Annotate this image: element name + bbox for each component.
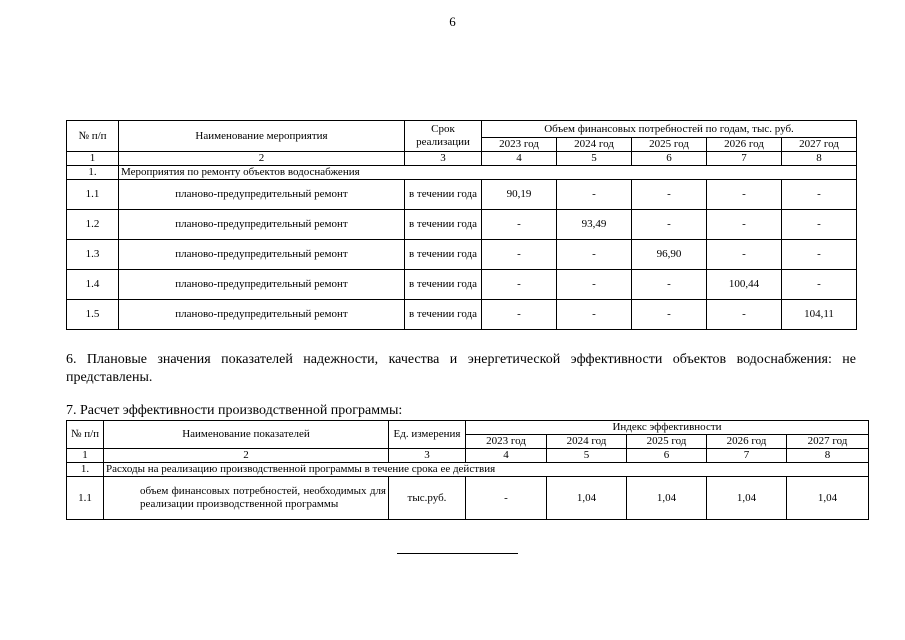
- row-value: -: [557, 240, 632, 270]
- row-name: объем финансовых потребностей, необходимых для реализации производственной программы: [104, 477, 389, 520]
- row-value: 1,04: [627, 477, 707, 520]
- col-number: 2: [104, 449, 389, 463]
- row-name: планово-предупредительный ремонт: [119, 240, 405, 270]
- row-term: в течении года: [405, 270, 482, 300]
- header-year: 2026 год: [707, 138, 782, 152]
- col-number: 7: [707, 152, 782, 166]
- row-name: планово-предупредительный ремонт: [119, 210, 405, 240]
- header-year: 2024 год: [557, 138, 632, 152]
- row-value: -: [632, 270, 707, 300]
- column-number-row: [67, 449, 869, 463]
- col-number: 3: [405, 152, 482, 166]
- header-year: 2026 год: [707, 435, 787, 449]
- table-row: [67, 180, 857, 210]
- table-row: [67, 300, 857, 330]
- row-unit: тыс.руб.: [389, 477, 466, 520]
- col-number: 5: [557, 152, 632, 166]
- section-title: Расходы на реализацию производственной программы в течение срока ее действия: [104, 463, 869, 477]
- header-year: 2025 год: [627, 435, 707, 449]
- header-year: 2023 год: [482, 138, 557, 152]
- table-row: [67, 210, 857, 240]
- header-name: Наименование мероприятия: [119, 121, 405, 152]
- row-num: 1.1: [67, 477, 104, 520]
- row-value: 100,44: [707, 270, 782, 300]
- header-num: № п/п: [67, 421, 104, 449]
- row-value: -: [557, 300, 632, 330]
- footer-divider: [397, 553, 518, 554]
- header-index: Индекс эффективности: [466, 421, 869, 435]
- row-value: -: [782, 270, 857, 300]
- row-value: -: [482, 300, 557, 330]
- row-value: -: [557, 180, 632, 210]
- row-value: -: [466, 477, 547, 520]
- col-number: 4: [466, 449, 547, 463]
- efficiency-index-table: [66, 420, 869, 520]
- section-title: Мероприятия по ремонту объектов водоснабжения: [119, 166, 857, 180]
- table-row: [67, 477, 869, 520]
- row-num: 1.1: [67, 180, 119, 210]
- financial-needs-table: [66, 120, 857, 330]
- header-year: 2027 год: [782, 138, 857, 152]
- row-value: 1,04: [787, 477, 869, 520]
- header-year: 2023 год: [466, 435, 547, 449]
- row-value: -: [782, 180, 857, 210]
- col-number: 8: [787, 449, 869, 463]
- section-7-heading: 7. Расчет эффективности производственной программы:: [66, 403, 403, 418]
- col-number: 4: [482, 152, 557, 166]
- header-year: 2025 год: [632, 138, 707, 152]
- row-value: 1,04: [547, 477, 627, 520]
- row-num: 1.4: [67, 270, 119, 300]
- header-year: 2024 год: [547, 435, 627, 449]
- row-value: -: [632, 210, 707, 240]
- row-value: -: [782, 210, 857, 240]
- row-value: -: [782, 240, 857, 270]
- col-number: 5: [547, 449, 627, 463]
- row-value: -: [557, 270, 632, 300]
- section-6-paragraph: 6. Плановые значения показателей надежности, качества и энергетической эффективности объектов водоснабжения: не представлены.: [66, 352, 856, 385]
- table-row: [67, 240, 857, 270]
- col-number: 2: [119, 152, 405, 166]
- row-name: планово-предупредительный ремонт: [119, 270, 405, 300]
- row-term: в течении года: [405, 210, 482, 240]
- row-term: в течении года: [405, 180, 482, 210]
- page-number: 6: [449, 14, 456, 29]
- row-name: планово-предупредительный ремонт: [119, 180, 405, 210]
- column-number-row: [67, 152, 857, 166]
- row-name: планово-предупредительный ремонт: [119, 300, 405, 330]
- col-number: 1: [67, 152, 119, 166]
- row-term: в течении года: [405, 300, 482, 330]
- row-value: -: [707, 210, 782, 240]
- col-number: 7: [707, 449, 787, 463]
- row-value: -: [707, 240, 782, 270]
- header-term: Срок реализации: [405, 121, 482, 152]
- section-num: 1.: [67, 463, 104, 477]
- col-number: 8: [782, 152, 857, 166]
- header-num: № п/п: [67, 121, 119, 152]
- section-row: [67, 166, 857, 180]
- header-volume: Объем финансовых потребностей по годам, тыс. руб.: [482, 121, 857, 138]
- row-value: -: [482, 210, 557, 240]
- row-value: 96,90: [632, 240, 707, 270]
- section-row: [67, 463, 869, 477]
- table-row: [67, 270, 857, 300]
- header-year: 2027 год: [787, 435, 869, 449]
- row-num: 1.2: [67, 210, 119, 240]
- row-value: 1,04: [707, 477, 787, 520]
- row-term: в течении года: [405, 240, 482, 270]
- row-num: 1.3: [67, 240, 119, 270]
- row-value: 90,19: [482, 180, 557, 210]
- col-number: 3: [389, 449, 466, 463]
- row-value: 104,11: [782, 300, 857, 330]
- row-value: -: [482, 270, 557, 300]
- col-number: 1: [67, 449, 104, 463]
- row-value: 93,49: [557, 210, 632, 240]
- section-num: 1.: [67, 166, 119, 180]
- row-value: -: [632, 300, 707, 330]
- row-value: -: [707, 300, 782, 330]
- row-value: -: [632, 180, 707, 210]
- row-num: 1.5: [67, 300, 119, 330]
- header-unit: Ед. измерения: [389, 421, 466, 449]
- header-name: Наименование показателей: [104, 421, 389, 449]
- row-value: -: [482, 240, 557, 270]
- col-number: 6: [627, 449, 707, 463]
- col-number: 6: [632, 152, 707, 166]
- row-value: -: [707, 180, 782, 210]
